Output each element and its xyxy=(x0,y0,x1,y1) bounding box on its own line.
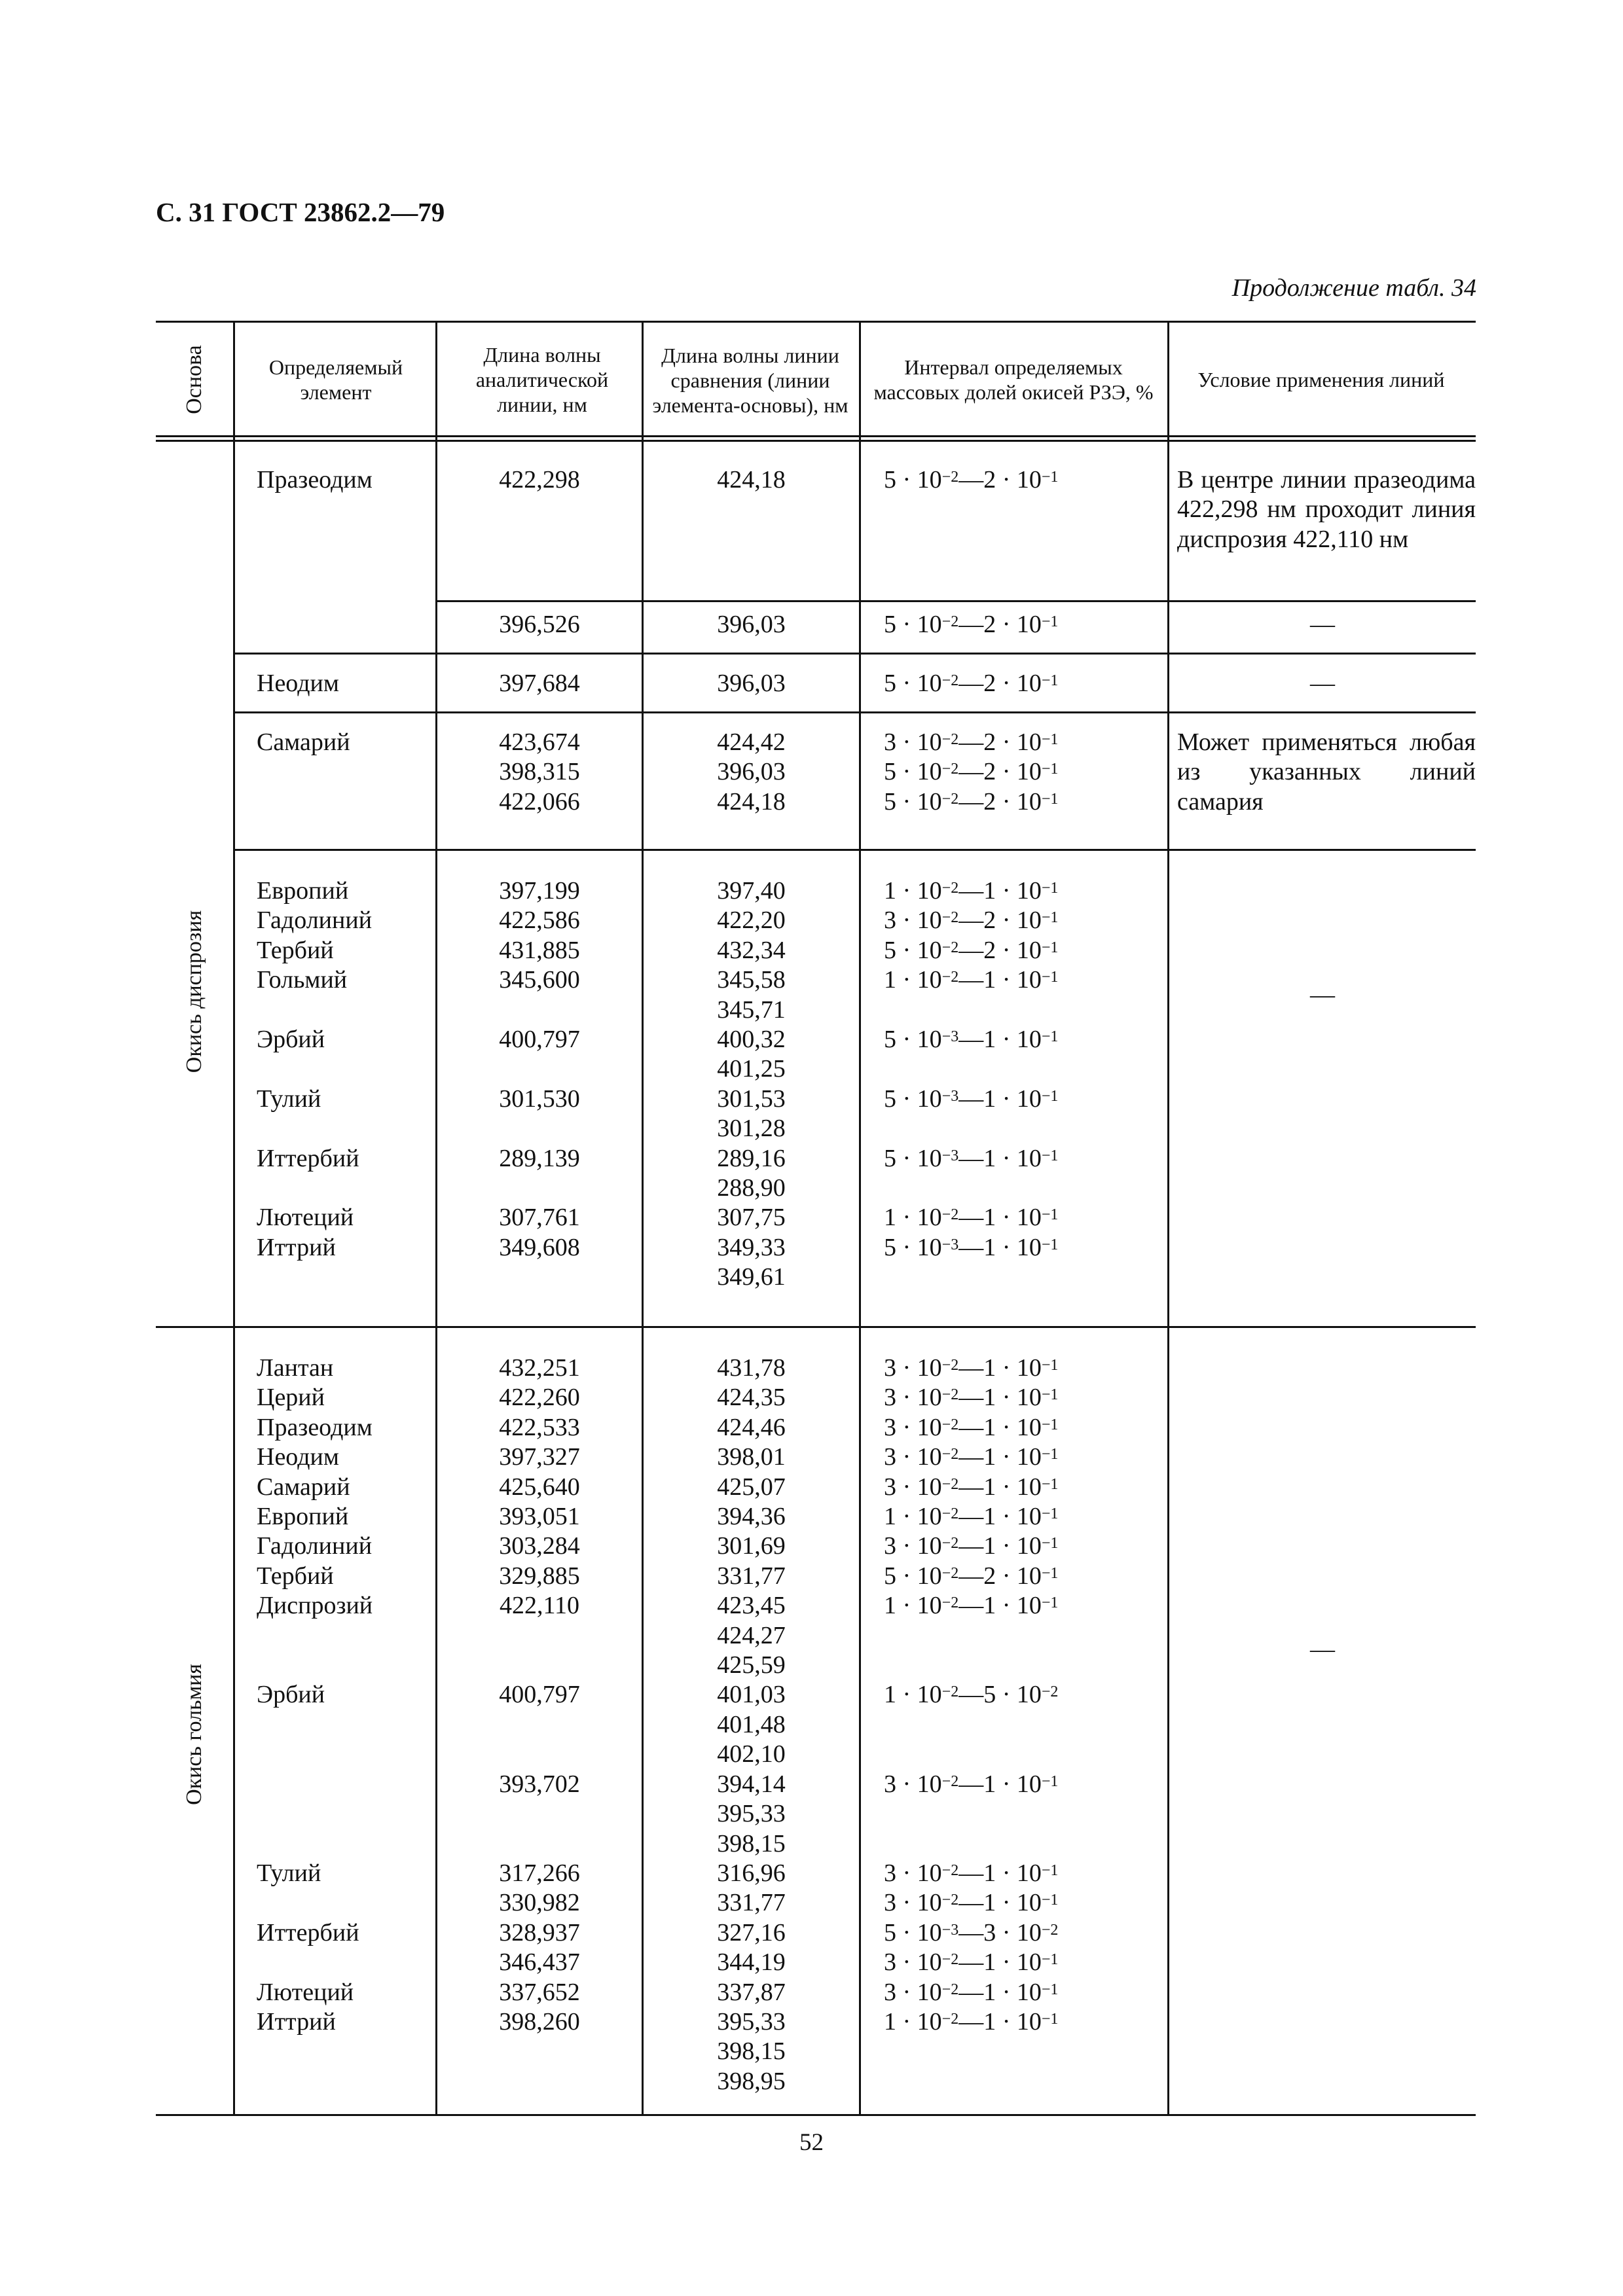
column-header-analytical: Длина волны аналитической линии, нм xyxy=(475,343,609,416)
table-cell-element: Европий Гадолиний Тербий Гольмий Эрбий Тулий Иттербий Лютеций Иттрий xyxy=(257,877,373,1261)
column-header-element: Определяемый элемент xyxy=(268,355,403,404)
table-cell-condition: — xyxy=(1310,670,1335,697)
table-cell-interval: $5 \cdot 10^{-2}—2 \cdot 10^{-1}$ xyxy=(884,611,1059,638)
table-continuation-label: Продолжение табл. 34 xyxy=(1231,274,1476,302)
table-cell-analytical: 396,526 xyxy=(499,611,580,638)
table-cell-analytical: 397,199 422,586 431,885 345,600 400,797 301,530 289,139 307,761 349,608 xyxy=(499,877,580,1261)
table-cell-analytical: 422,298 xyxy=(499,466,580,493)
table-cell-element: Самарий xyxy=(257,728,350,756)
column-header-base: Основа xyxy=(182,345,206,414)
table-cell-interval: $3 \cdot 10^{-2}—1 \cdot 10^{-1}$ $3 \cdot 10^{-2}—1 \cdot 10^{-1}$ $3 \cdot 10^{-2}—1 \cdot 10^{-1}$ $3 \cdot 10^{-2}—1 \cdot 10^{-1}$ $3 \cdot 10^{-2}—1 \cdot 10^{-1}$ $1 \cdot 10^{-2}—1 \cdot 10^{-1}$ $3 \cdot 10^{-2}—1 \cdot 10^{-1}$ $5 \cdot 10^{-2}—2 \cdot 10^{-1}$ $1 \cdot 10^{-2}—1 \cdot 10^{-1}$ $1 \cdot 10^{-2}—5 \cdot 10^{-2}$ $3 \cdot 10^{-2}—1 \cdot 10^{-1}$ $3 \cdot 10^{-2}—1 \cdot 10^{-1}$ $3 \cdot 10^{-2}—1 \cdot 10^{-1}$ $5 \cdot 10^{-3}—3 \cdot 10^{-2}$ $3 \cdot 10^{-2}—1 \cdot 10^{-1}$ $3 \cdot 10^{-2}—1 \cdot 10^{-1}$ $1 \cdot 10^{-2}—1 \cdot 10^{-1}$ xyxy=(884,1354,1059,2036)
table-cell-comparison: 396,03 xyxy=(717,670,786,697)
table-cell-interval: $5 \cdot 10^{-2}—2 \cdot 10^{-1}$ xyxy=(884,670,1059,697)
table-cell-comparison: 424,42 396,03 424,18 xyxy=(717,728,786,816)
column-header-condition: Условие применения линий xyxy=(1197,368,1445,391)
group-label-dysprosium: Окись диспрозия xyxy=(182,910,206,1073)
table-cell-element: Лантан Церий Празеодим Неодим Самарий Европий Гадолиний Тербий Диспрозий Эрбий Тулий Иттербий Лютеций Иттрий xyxy=(257,1354,373,2036)
table-cell-element: Празеодим xyxy=(257,466,373,493)
table-cell-comparison: 431,78 424,35 424,46 398,01 425,07 394,36 301,69 331,77 423,45 424,27 425,59 401,03 401,48 402,10 394,14 395,33 398,15 316,96 331,77 327,16 344,19 337,87 395,33 398,15 398,95 xyxy=(717,1354,786,2095)
condition-note-text: Может применяться любая из указанных линий самария xyxy=(1177,728,1476,816)
table-cell-analytical: 432,251 422,260 422,533 397,327 425,640 393,051 303,284 329,885 422,110 400,797 393,702 317,266 330,982 328,937 346,437 337,652 398,260 xyxy=(499,1354,580,2036)
table-cell-condition xyxy=(1177,465,1476,554)
table-cell-element: Неодим xyxy=(257,670,339,697)
table-cell-condition xyxy=(1177,728,1476,817)
group-label-holmium: Окись гольмия xyxy=(182,1664,206,1805)
table-cell-comparison: 397,40 422,20 432,34 345,58 345,71 400,32 401,25 301,53 301,28 289,16 288,90 307,75 349,33 349,61 xyxy=(717,877,786,1291)
page-number: 52 xyxy=(799,2129,824,2156)
table-cell-condition: — xyxy=(1310,981,1335,1009)
table-cell-comparison: 424,18 xyxy=(717,466,786,493)
page-header: С. 31 ГОСТ 23862.2—79 xyxy=(156,197,445,227)
table-cell-comparison: 396,03 xyxy=(717,611,786,638)
table-cell-condition: — xyxy=(1310,611,1335,638)
table-cell-condition: — xyxy=(1310,1636,1335,1663)
condition-note-text: В центре линии празеодима 422,298 нм проходит линия диспрозия 422,110 нм xyxy=(1177,466,1476,553)
data-table xyxy=(156,321,1476,2114)
column-header-comparison: Длина волны линии сравнения (линии элемента-основы), нм xyxy=(652,343,848,417)
table-cell-analytical: 397,684 xyxy=(499,670,580,697)
table-cell-interval: $1 \cdot 10^{-2}—1 \cdot 10^{-1}$ $3 \cdot 10^{-2}—2 \cdot 10^{-1}$ $5 \cdot 10^{-2}—2 \cdot 10^{-1}$ $1 \cdot 10^{-2}—1 \cdot 10^{-1}$ $5 \cdot 10^{-3}—1 \cdot 10^{-1}$ $5 \cdot 10^{-3}—1 \cdot 10^{-1}$ $5 \cdot 10^{-3}—1 \cdot 10^{-1}$ $1 \cdot 10^{-2}—1 \cdot 10^{-1}$ $5 \cdot 10^{-3}—1 \cdot 10^{-1}$ xyxy=(884,877,1059,1261)
table-cell-interval: $5 \cdot 10^{-2}—2 \cdot 10^{-1}$ xyxy=(884,466,1059,493)
table-cell-analytical: 423,674 398,315 422,066 xyxy=(499,728,580,816)
column-header-interval: Интервал определяемых массовых долей окисей РЗЭ, % xyxy=(873,355,1154,404)
table-cell-interval: $3 \cdot 10^{-2}—2 \cdot 10^{-1}$ $5 \cdot 10^{-2}—2 \cdot 10^{-1}$ $5 \cdot 10^{-2}—2 \cdot 10^{-1}$ xyxy=(884,728,1059,816)
